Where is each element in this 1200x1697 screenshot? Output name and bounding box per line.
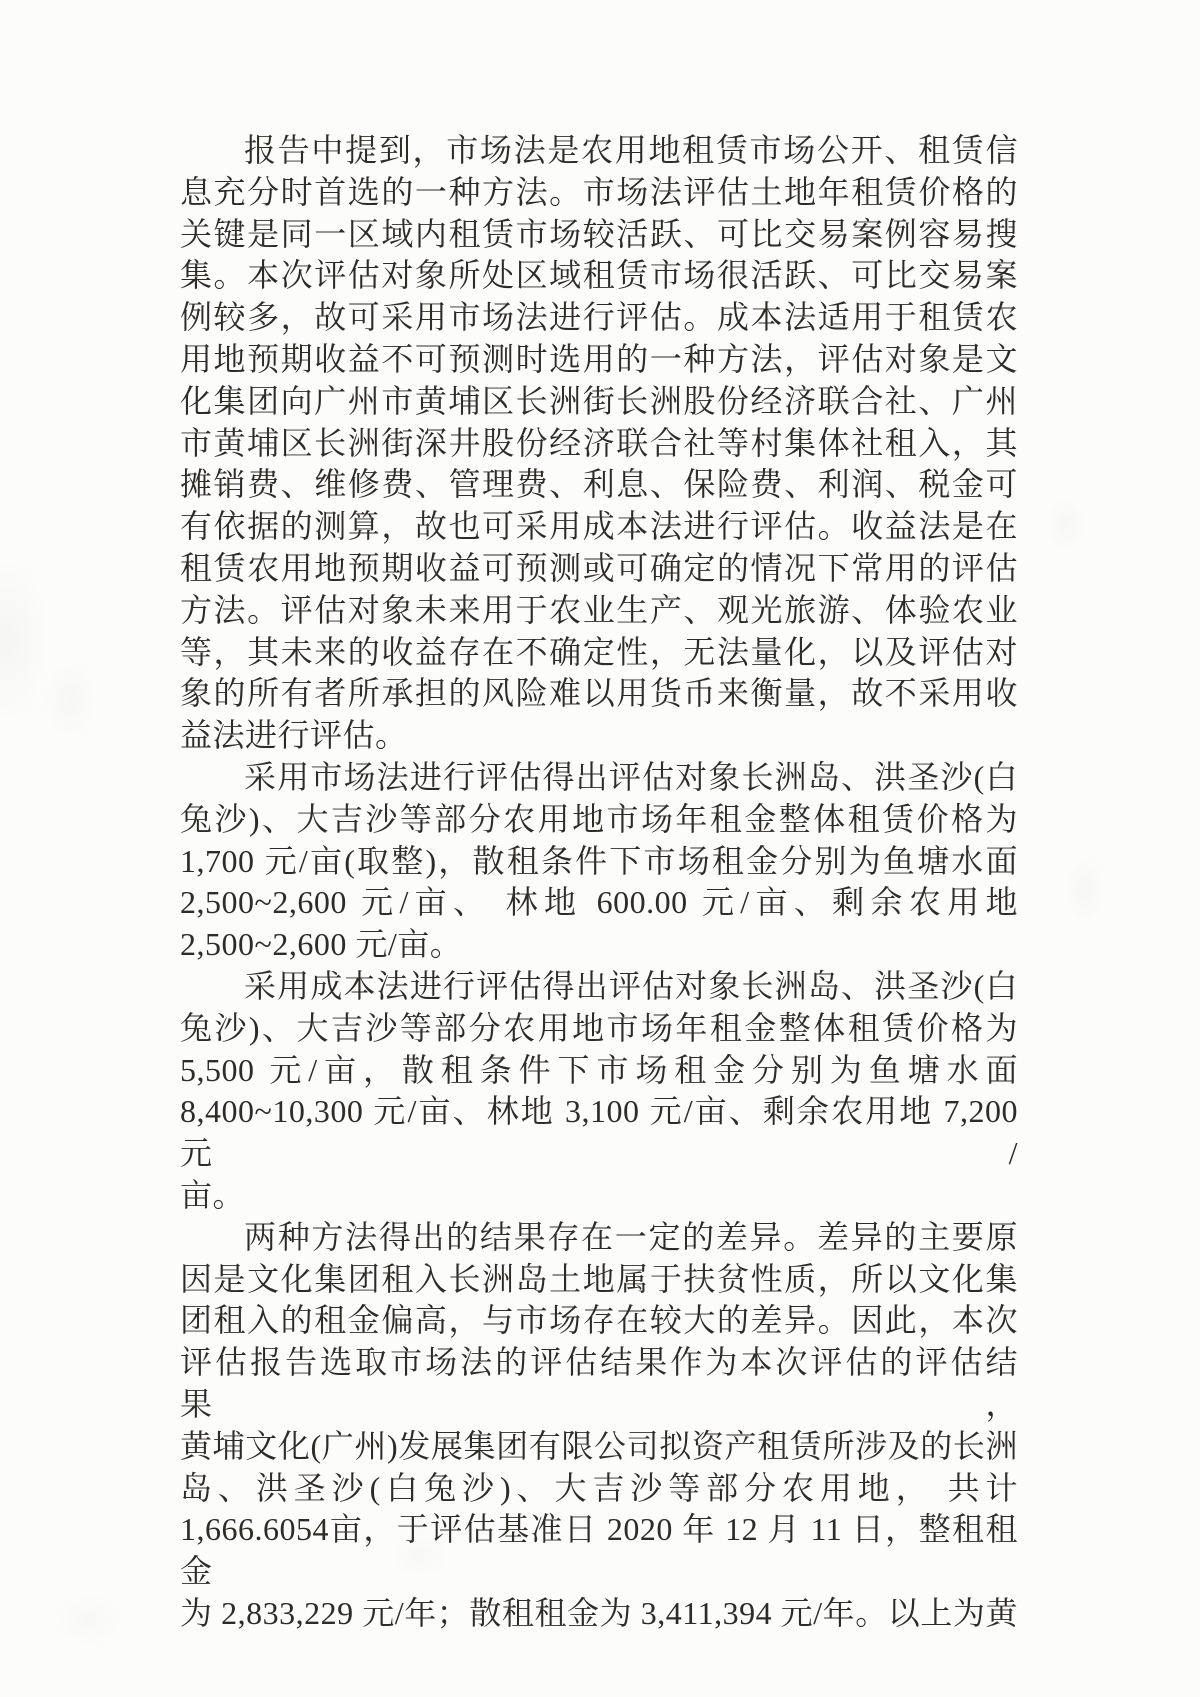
text-line: 岛、洪圣沙(白兔沙)、大吉沙等部分农用地， 共计 bbox=[180, 1469, 1018, 1506]
text-line: 有依据的测算，故也可采用成本法进行评估。收益法是在 bbox=[180, 508, 1018, 545]
text-line: 兔沙)、大吉沙等部分农用地市场年租金整体租赁价格为 bbox=[180, 800, 1018, 837]
text-line: 例较多，故可采用市场法进行评估。成本法适用于租赁农 bbox=[180, 299, 1018, 336]
text-line: 两种方法得出的结果存在一定的差异。差异的主要原 bbox=[244, 1218, 1018, 1255]
text-line: 1,666.6054亩，于评估基准日 2020 年 12 月 11 日，整租租金 bbox=[180, 1511, 1018, 1590]
text-line: 采用成本法进行评估得出评估对象长洲岛、洪圣沙(白 bbox=[244, 967, 1018, 1004]
text-line: 团租入的租金偏高，与市场存在较大的差异。因此，本次 bbox=[180, 1302, 1018, 1339]
text-line: 兔沙)、大吉沙等部分农用地市场年租金整体租赁价格为 bbox=[180, 1009, 1018, 1046]
text-line: 黄埔文化(广州)发展集团有限公司拟资产租赁所涉及的长洲 bbox=[180, 1427, 1018, 1464]
text-line: 市黄埔区长洲街深井股份经济联合社等村集体社租入，其 bbox=[180, 424, 1018, 461]
text-line: 摊销费、维修费、管理费、利息、保险费、利润、税金可 bbox=[180, 466, 1018, 503]
text-line: 评估报告选取市场法的评估结果作为本次评估的评估结果， bbox=[180, 1344, 1018, 1422]
text-line: 2,500~2,600 元/亩、 林地 600.00 元/亩、剩余农用地 bbox=[180, 884, 1018, 921]
text-line: 象的所有者所承担的风险难以用货币来衡量，故不采用收 bbox=[180, 675, 1018, 712]
text-line: 集。本次评估对象所处区域租赁市场很活跃、可比交易案 bbox=[180, 257, 1018, 294]
text-line: 息充分时首选的一种方法。市场法评估土地年租赁价格的 bbox=[180, 173, 1018, 210]
document-text-block bbox=[180, 130, 1018, 1635]
paragraph-market-method-result bbox=[180, 757, 1018, 966]
text-line: 方法。评估对象未来用于农业生产、观光旅游、体验农业 bbox=[180, 591, 1018, 628]
text-line: 租赁农用地预期收益可预测或可确定的情况下常用的评估 bbox=[180, 549, 1018, 586]
paragraph-conclusion bbox=[180, 1217, 1018, 1635]
paragraph-method-selection bbox=[180, 130, 1018, 757]
text-line: 为 2,833,229 元/年；散租租金为 3,411,394 元/年。以上为黄 bbox=[180, 1594, 1018, 1631]
text-line: 益法进行评估。 bbox=[180, 717, 408, 754]
paragraph-cost-method-result bbox=[180, 966, 1018, 1217]
text-line: 2,500~2,600 元/亩。 bbox=[180, 926, 463, 963]
text-line: 亩。 bbox=[180, 1176, 246, 1213]
text-line: 因是文化集团租入长洲岛土地属于扶贫性质，所以文化集 bbox=[180, 1260, 1018, 1297]
text-line: 1,700 元/亩(取整)，散租条件下市场租金分别为鱼塘水面 bbox=[180, 842, 1018, 879]
text-line: 采用市场法进行评估得出评估对象长洲岛、洪圣沙(白 bbox=[244, 758, 1018, 795]
text-line: 等，其未来的收益存在不确定性，无法量化，以及评估对 bbox=[180, 633, 1018, 670]
text-line: 8,400~10,300 元/亩、林地 3,100 元/亩、剩余农用地 7,200 元/ bbox=[180, 1093, 1018, 1172]
text-line: 5,500 元/亩，散租条件下市场租金分别为鱼塘水面 bbox=[180, 1051, 1018, 1088]
text-line: 报告中提到，市场法是农用地租赁市场公开、租赁信 bbox=[244, 132, 1018, 168]
text-line: 用地预期收益不可预测时选用的一种方法，评估对象是文 bbox=[180, 340, 1018, 377]
text-line: 关键是同一区域内租赁市场较活跃、可比交易案例容易搜 bbox=[180, 215, 1018, 252]
text-line: 化集团向广州市黄埔区长洲街长洲股份经济联合社、广州 bbox=[180, 382, 1018, 419]
